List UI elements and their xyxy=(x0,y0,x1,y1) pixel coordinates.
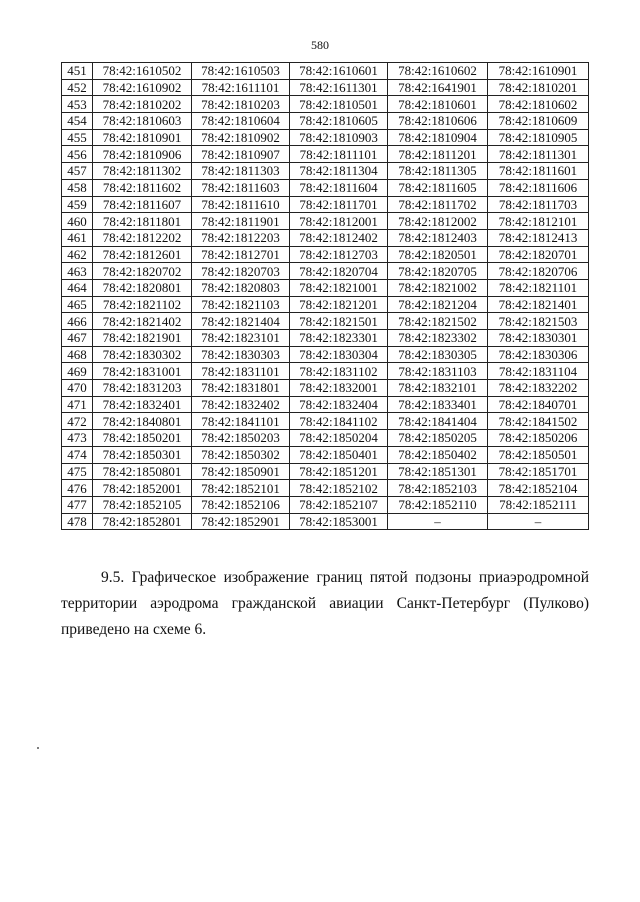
cadastral-number-cell: 78:42:1831001 xyxy=(93,363,192,380)
cadastral-number-cell: 78:42:1810602 xyxy=(488,96,589,113)
cadastral-number-cell: 78:42:1841502 xyxy=(488,413,589,430)
table-row xyxy=(62,413,589,430)
cadastral-number-cell: 78:42:1820702 xyxy=(93,263,192,280)
cadastral-number-cell: 78:42:1811701 xyxy=(290,196,388,213)
row-number-cell: 465 xyxy=(62,296,93,313)
cadastral-number-cell: 78:42:1811610 xyxy=(192,196,290,213)
cadastral-number-cell: 78:42:1840801 xyxy=(93,413,192,430)
cadastral-number-cell: 78:42:1821901 xyxy=(93,330,192,347)
cadastral-number-cell: 78:42:1811301 xyxy=(488,146,589,163)
cadastral-number-cell: 78:42:1823101 xyxy=(192,330,290,347)
cadastral-number-cell: 78:42:1820704 xyxy=(290,263,388,280)
cadastral-number-cell: 78:42:1832101 xyxy=(388,380,488,397)
table-row xyxy=(62,430,589,447)
cadastral-number-cell: 78:42:1811703 xyxy=(488,196,589,213)
cadastral-number-cell: 78:42:1852107 xyxy=(290,496,388,513)
cadastral-number-cell: 78:42:1611101 xyxy=(192,79,290,96)
row-number-cell: 468 xyxy=(62,346,93,363)
cadastral-number-cell: 78:42:1851301 xyxy=(388,463,488,480)
row-number-cell: 478 xyxy=(62,513,93,530)
table-row xyxy=(62,196,589,213)
cadastral-number-cell: 78:42:1811901 xyxy=(192,213,290,230)
cadastral-number-cell: 78:42:1850301 xyxy=(93,446,192,463)
cadastral-number-cell: 78:42:1811305 xyxy=(388,163,488,180)
row-number-cell: 475 xyxy=(62,463,93,480)
row-number-cell: 466 xyxy=(62,313,93,330)
cadastral-number-cell: 78:42:1641901 xyxy=(388,79,488,96)
cadastral-number-cell: 78:42:1852106 xyxy=(192,496,290,513)
cadastral-number-cell: 78:42:1812403 xyxy=(388,229,488,246)
table-row xyxy=(62,146,589,163)
cadastral-number-cell: 78:42:1820703 xyxy=(192,263,290,280)
cadastral-number-cell: 78:42:1811602 xyxy=(93,179,192,196)
row-number-cell: 467 xyxy=(62,330,93,347)
cadastral-number-cell: 78:42:1811801 xyxy=(93,213,192,230)
cadastral-number-cell: 78:42:1831801 xyxy=(192,380,290,397)
cadastral-number-cell: 78:42:1832404 xyxy=(290,396,388,413)
cadastral-number-cell: 78:42:1850203 xyxy=(192,430,290,447)
row-number-cell: 471 xyxy=(62,396,93,413)
cadastral-number-cell: 78:42:1810603 xyxy=(93,113,192,130)
cadastral-number-cell: 78:42:1812202 xyxy=(93,229,192,246)
cadastral-number-cell: 78:42:1821002 xyxy=(388,279,488,296)
cadastral-number-cell: 78:42:1823301 xyxy=(290,330,388,347)
cadastral-number-cell: 78:42:1852102 xyxy=(290,480,388,497)
cadastral-number-cell: 78:42:1852110 xyxy=(388,496,488,513)
cadastral-number-cell: 78:42:1820501 xyxy=(388,246,488,263)
cadastral-number-cell: 78:42:1850801 xyxy=(93,463,192,480)
cadastral-number-cell: 78:42:1812402 xyxy=(290,229,388,246)
paragraph-line: 9.5. Графическое изображение границ пятой подзоны приаэродромной xyxy=(101,569,589,586)
row-number-cell: 470 xyxy=(62,380,93,397)
row-number-cell: 462 xyxy=(62,246,93,263)
cadastral-number-cell: 78:42:1831101 xyxy=(192,363,290,380)
cadastral-number-cell: 78:42:1811605 xyxy=(388,179,488,196)
cadastral-number-cell: 78:42:1610602 xyxy=(388,63,488,80)
cadastral-number-cell: 78:42:1811604 xyxy=(290,179,388,196)
cadastral-number-cell: 78:42:1852105 xyxy=(93,496,192,513)
cadastral-number-cell: 78:42:1850501 xyxy=(488,446,589,463)
cadastral-number-cell: 78:42:1852801 xyxy=(93,513,192,530)
table-row xyxy=(62,396,589,413)
cadastral-numbers-table xyxy=(61,62,589,530)
row-number-cell: 454 xyxy=(62,113,93,130)
cadastral-number-cell: 78:42:1812001 xyxy=(290,213,388,230)
cadastral-number-cell: 78:42:1820706 xyxy=(488,263,589,280)
cadastral-number-cell: 78:42:1820803 xyxy=(192,279,290,296)
cadastral-number-cell: 78:42:1812701 xyxy=(192,246,290,263)
cadastral-number-cell: 78:42:1810203 xyxy=(192,96,290,113)
table-row xyxy=(62,496,589,513)
cadastral-number-cell: 78:42:1852101 xyxy=(192,480,290,497)
cadastral-number-cell: 78:42:1810905 xyxy=(488,129,589,146)
cadastral-number-cell: 78:42:1850201 xyxy=(93,430,192,447)
row-number-cell: 461 xyxy=(62,229,93,246)
cadastral-number-cell: 78:42:1821404 xyxy=(192,313,290,330)
table-row xyxy=(62,380,589,397)
cadastral-number-cell: 78:42:1850302 xyxy=(192,446,290,463)
cadastral-number-cell: 78:42:1840701 xyxy=(488,396,589,413)
cadastral-number-cell: 78:42:1811603 xyxy=(192,179,290,196)
cadastral-number-cell: 78:42:1852104 xyxy=(488,480,589,497)
cadastral-number-cell: 78:42:1832202 xyxy=(488,380,589,397)
table-row xyxy=(62,480,589,497)
cadastral-number-cell: 78:42:1830303 xyxy=(192,346,290,363)
cadastral-number-cell: 78:42:1821201 xyxy=(290,296,388,313)
cadastral-number-cell: 78:42:1821402 xyxy=(93,313,192,330)
table-row xyxy=(62,179,589,196)
cadastral-number-cell: 78:42:1810609 xyxy=(488,113,589,130)
cadastral-number-cell: 78:42:1811702 xyxy=(388,196,488,213)
cadastral-number-cell: 78:42:1810901 xyxy=(93,129,192,146)
cadastral-number-cell: 78:42:1611301 xyxy=(290,79,388,96)
cadastral-number-cell: 78:42:1851201 xyxy=(290,463,388,480)
cadastral-number-cell: 78:42:1821503 xyxy=(488,313,589,330)
table-row xyxy=(62,279,589,296)
cadastral-number-cell: 78:42:1841102 xyxy=(290,413,388,430)
row-number-cell: 460 xyxy=(62,213,93,230)
cadastral-number-cell: 78:42:1830301 xyxy=(488,330,589,347)
cadastral-number-cell: 78:42:1831103 xyxy=(388,363,488,380)
cadastral-number-cell: 78:42:1830305 xyxy=(388,346,488,363)
cadastral-number-cell: 78:42:1831102 xyxy=(290,363,388,380)
cadastral-number-cell: 78:42:1820801 xyxy=(93,279,192,296)
cadastral-number-cell: 78:42:1830302 xyxy=(93,346,192,363)
cadastral-number-cell: 78:42:1821101 xyxy=(488,279,589,296)
cadastral-number-cell: 78:42:1812601 xyxy=(93,246,192,263)
cadastral-number-cell: 78:42:1812002 xyxy=(388,213,488,230)
cadastral-number-cell: 78:42:1853001 xyxy=(290,513,388,530)
row-number-cell: 459 xyxy=(62,196,93,213)
table-row xyxy=(62,246,589,263)
cadastral-number-cell: 78:42:1850901 xyxy=(192,463,290,480)
cadastral-number-cell: 78:42:1810902 xyxy=(192,129,290,146)
page-number: 580 xyxy=(311,38,329,52)
cadastral-number-cell: 78:42:1821204 xyxy=(388,296,488,313)
row-number-cell: 473 xyxy=(62,430,93,447)
cadastral-number-cell: 78:42:1850204 xyxy=(290,430,388,447)
cadastral-number-cell: 78:42:1812413 xyxy=(488,229,589,246)
table-row xyxy=(62,346,589,363)
cadastral-number-cell: 78:42:1832402 xyxy=(192,396,290,413)
cadastral-number-cell: 78:42:1850206 xyxy=(488,430,589,447)
cadastral-number-cell: 78:42:1812703 xyxy=(290,246,388,263)
row-number-cell: 474 xyxy=(62,446,93,463)
paragraph-line: территории аэродрома гражданской авиации Санкт-Петербург (Пулково) xyxy=(61,595,589,612)
cadastral-number-cell: 78:42:1811302 xyxy=(93,163,192,180)
cadastral-number-cell: 78:42:1820701 xyxy=(488,246,589,263)
cadastral-number-cell: 78:42:1823302 xyxy=(388,330,488,347)
cadastral-number-cell: 78:42:1821401 xyxy=(488,296,589,313)
table-row xyxy=(62,213,589,230)
row-number-cell: 452 xyxy=(62,79,93,96)
row-number-cell: 464 xyxy=(62,279,93,296)
row-number-cell: 469 xyxy=(62,363,93,380)
cadastral-number-cell: – xyxy=(388,513,488,530)
cadastral-number-cell: 78:42:1811606 xyxy=(488,179,589,196)
table-row xyxy=(62,79,589,96)
cadastral-number-cell: 78:42:1841101 xyxy=(192,413,290,430)
cadastral-number-cell: 78:42:1811607 xyxy=(93,196,192,213)
cadastral-number-cell: 78:42:1831104 xyxy=(488,363,589,380)
cadastral-number-cell: 78:42:1832401 xyxy=(93,396,192,413)
cadastral-number-cell: 78:42:1811304 xyxy=(290,163,388,180)
row-number-cell: 453 xyxy=(62,96,93,113)
cadastral-number-cell: 78:42:1812101 xyxy=(488,213,589,230)
cadastral-number-cell: 78:42:1852111 xyxy=(488,496,589,513)
cadastral-number-cell: 78:42:1810904 xyxy=(388,129,488,146)
table-row xyxy=(62,296,589,313)
cadastral-number-cell: 78:42:1811101 xyxy=(290,146,388,163)
table-row xyxy=(62,113,589,130)
row-number-cell: 463 xyxy=(62,263,93,280)
cadastral-number-cell: 78:42:1821102 xyxy=(93,296,192,313)
cadastral-number-cell: 78:42:1831203 xyxy=(93,380,192,397)
cadastral-number-cell: 78:42:1810907 xyxy=(192,146,290,163)
cadastral-number-cell: 78:42:1811601 xyxy=(488,163,589,180)
cadastral-number-cell: 78:42:1812203 xyxy=(192,229,290,246)
table-row xyxy=(62,513,589,530)
cadastral-number-cell: 78:42:1851701 xyxy=(488,463,589,480)
cadastral-number-cell: 78:42:1610901 xyxy=(488,63,589,80)
cadastral-number-cell: 78:42:1850205 xyxy=(388,430,488,447)
cadastral-number-cell: 78:42:1821501 xyxy=(290,313,388,330)
cadastral-number-cell: 78:42:1610502 xyxy=(93,63,192,80)
row-number-cell: 458 xyxy=(62,179,93,196)
table-row xyxy=(62,446,589,463)
table-row xyxy=(62,129,589,146)
cadastral-number-cell: 78:42:1810906 xyxy=(93,146,192,163)
cadastral-number-cell: 78:42:1610601 xyxy=(290,63,388,80)
cadastral-number-cell: 78:42:1832001 xyxy=(290,380,388,397)
row-number-cell: 476 xyxy=(62,480,93,497)
table-row xyxy=(62,96,589,113)
cadastral-number-cell: 78:42:1811201 xyxy=(388,146,488,163)
cadastral-number-cell: 78:42:1811303 xyxy=(192,163,290,180)
row-number-cell: 477 xyxy=(62,496,93,513)
row-number-cell: 472 xyxy=(62,413,93,430)
cadastral-number-cell: 78:42:1841404 xyxy=(388,413,488,430)
cadastral-number-cell: 78:42:1810201 xyxy=(488,79,589,96)
scan-speck xyxy=(37,747,39,749)
table-body xyxy=(62,63,589,530)
cadastral-number-cell: – xyxy=(488,513,589,530)
cadastral-number-cell: 78:42:1610902 xyxy=(93,79,192,96)
cadastral-number-cell: 78:42:1850401 xyxy=(290,446,388,463)
cadastral-number-cell: 78:42:1820705 xyxy=(388,263,488,280)
table-row xyxy=(62,163,589,180)
row-number-cell: 451 xyxy=(62,63,93,80)
cadastral-number-cell: 78:42:1821502 xyxy=(388,313,488,330)
cadastral-number-cell: 78:42:1810903 xyxy=(290,129,388,146)
table-row xyxy=(62,313,589,330)
cadastral-number-cell: 78:42:1810606 xyxy=(388,113,488,130)
table-row xyxy=(62,330,589,347)
cadastral-number-cell: 78:42:1810601 xyxy=(388,96,488,113)
row-number-cell: 457 xyxy=(62,163,93,180)
cadastral-number-cell: 78:42:1830304 xyxy=(290,346,388,363)
cadastral-number-cell: 78:42:1821103 xyxy=(192,296,290,313)
table-row xyxy=(62,229,589,246)
cadastral-number-cell: 78:42:1852103 xyxy=(388,480,488,497)
cadastral-number-cell: 78:42:1810604 xyxy=(192,113,290,130)
cadastral-number-cell: 78:42:1852901 xyxy=(192,513,290,530)
cadastral-number-cell: 78:42:1850402 xyxy=(388,446,488,463)
cadastral-number-cell: 78:42:1610503 xyxy=(192,63,290,80)
table-row xyxy=(62,463,589,480)
paragraph-line: приведено на схеме 6. xyxy=(61,621,207,638)
row-number-cell: 455 xyxy=(62,129,93,146)
cadastral-number-cell: 78:42:1833401 xyxy=(388,396,488,413)
cadastral-number-cell: 78:42:1810202 xyxy=(93,96,192,113)
section-paragraph xyxy=(61,565,589,643)
cadastral-number-cell: 78:42:1810501 xyxy=(290,96,388,113)
cadastral-number-cell: 78:42:1852001 xyxy=(93,480,192,497)
table-row xyxy=(62,63,589,80)
cadastral-number-cell: 78:42:1821001 xyxy=(290,279,388,296)
cadastral-number-cell: 78:42:1830306 xyxy=(488,346,589,363)
table-row xyxy=(62,363,589,380)
cadastral-number-cell: 78:42:1810605 xyxy=(290,113,388,130)
table-row xyxy=(62,263,589,280)
row-number-cell: 456 xyxy=(62,146,93,163)
